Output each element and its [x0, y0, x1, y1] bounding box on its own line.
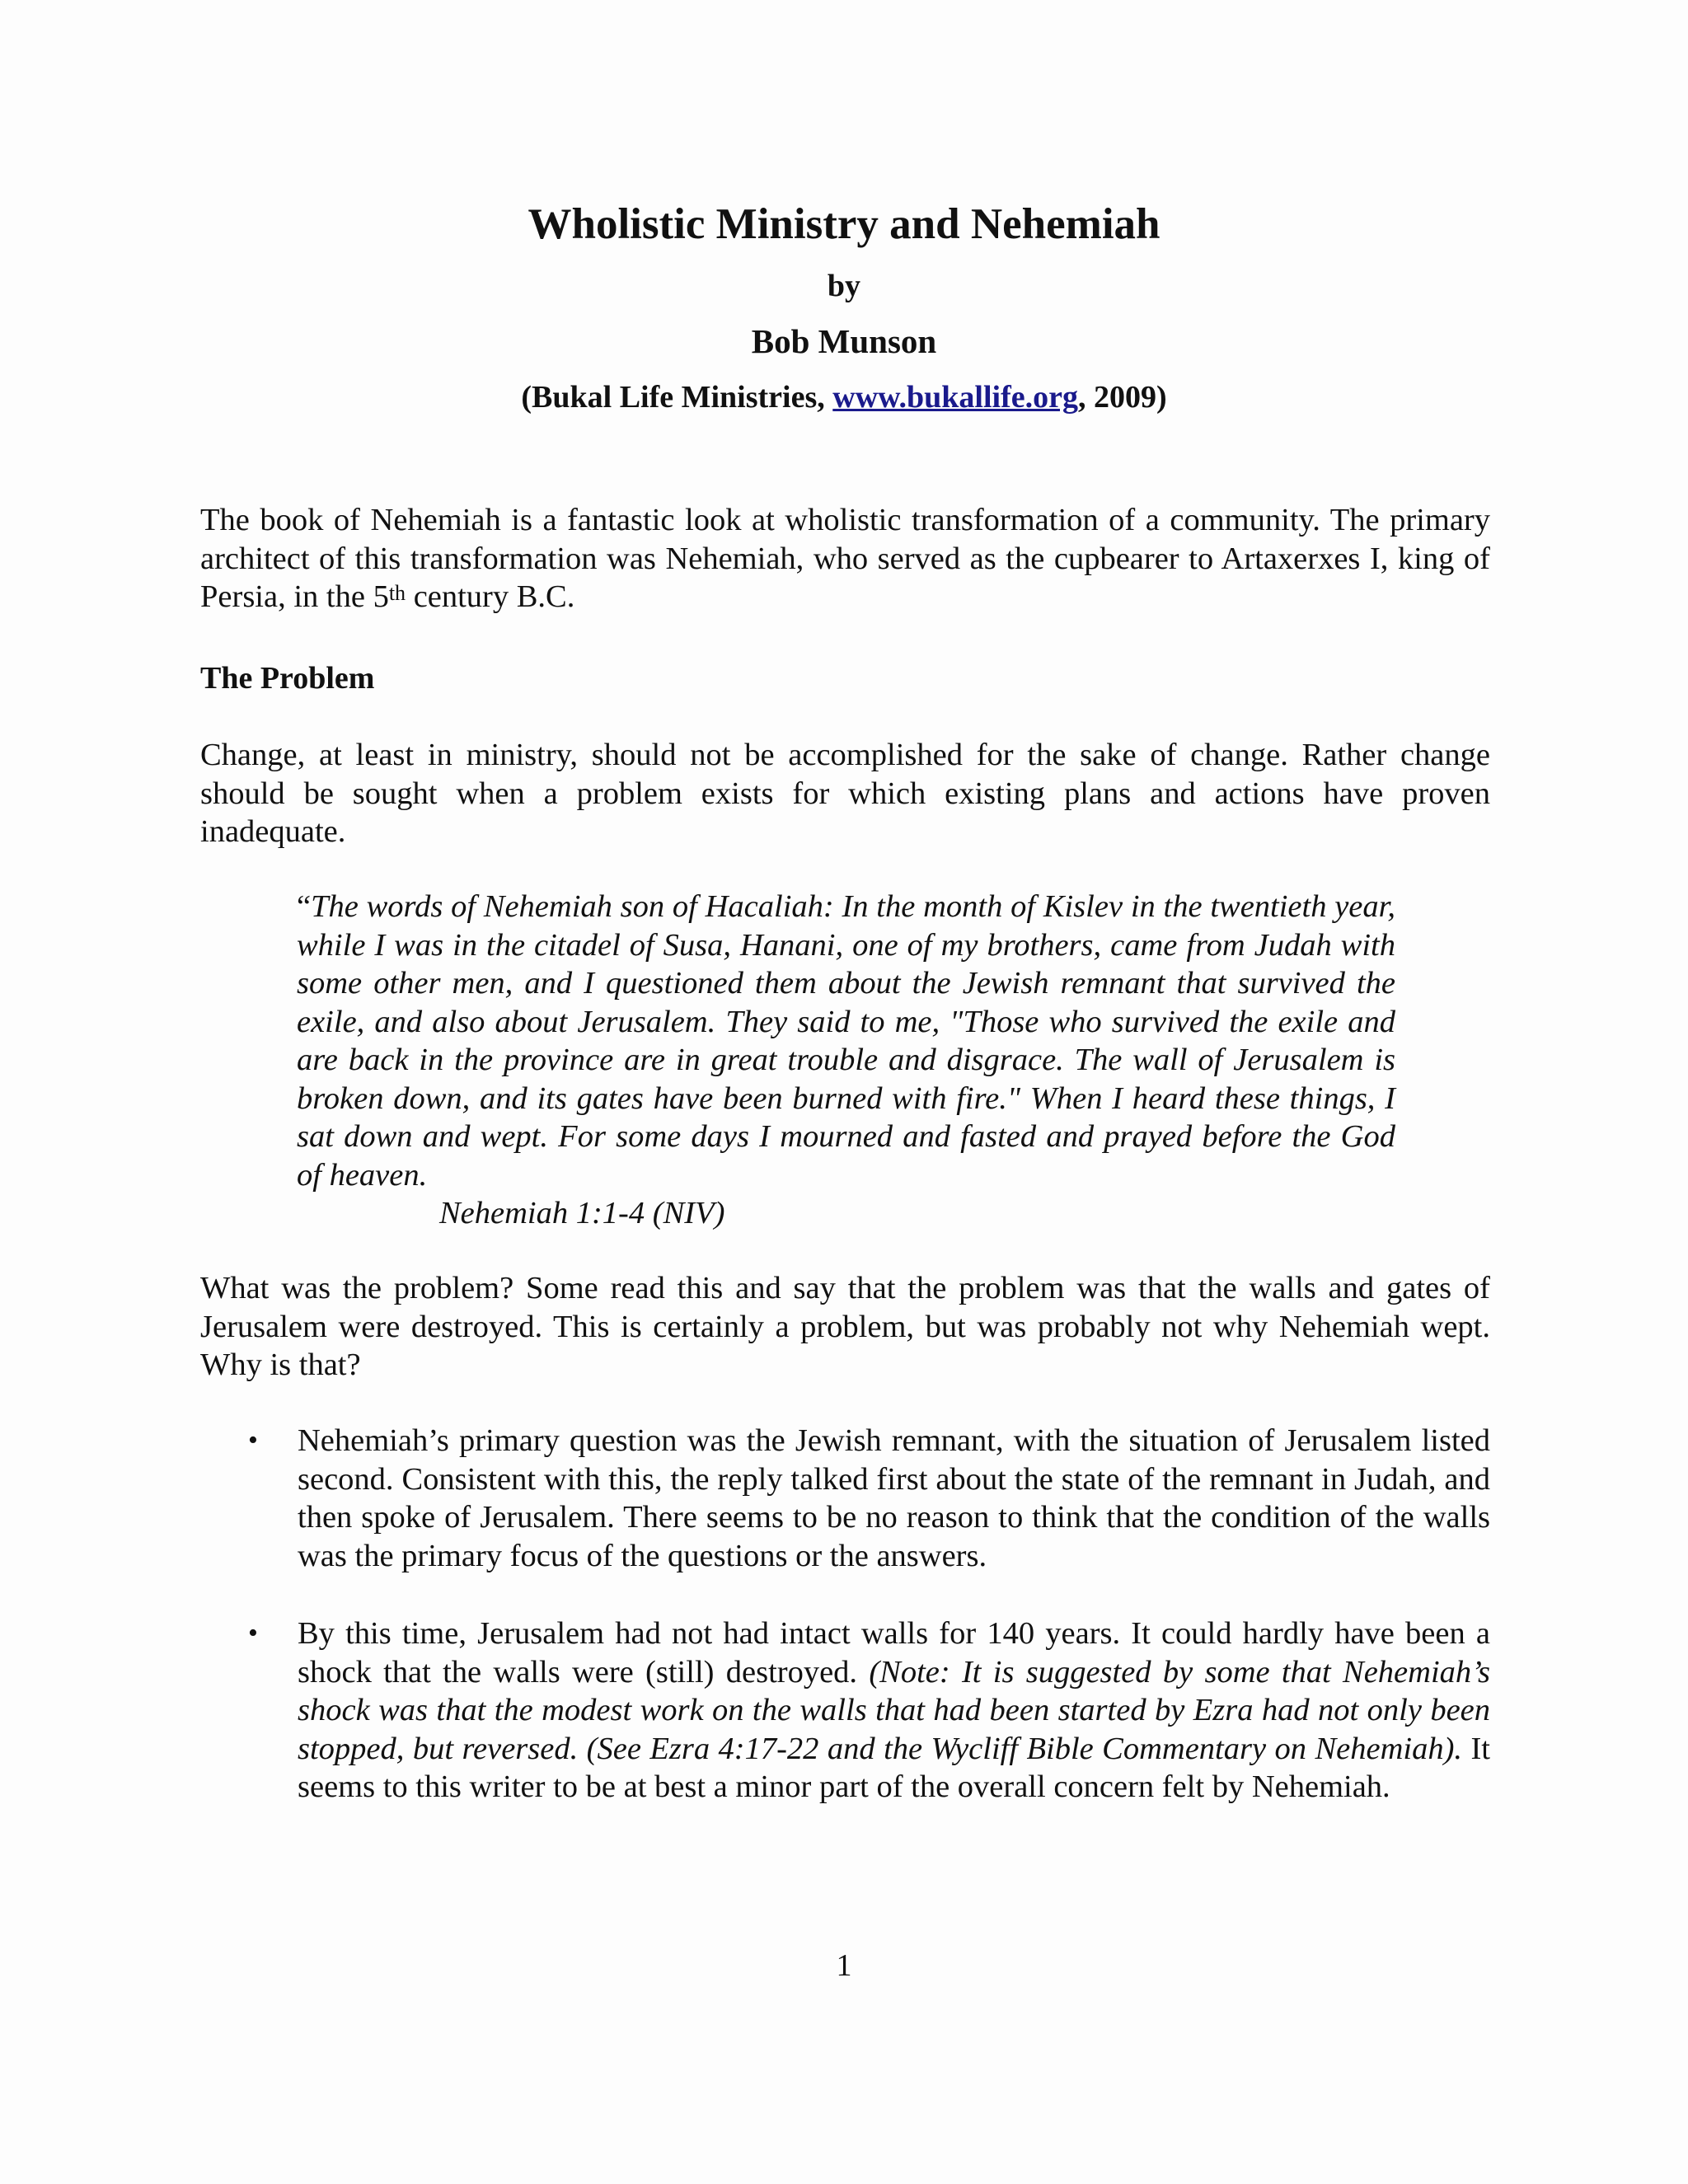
bullet-list-second	[200, 1615, 1490, 1807]
affiliation-line	[0, 377, 1688, 417]
bullet-text-end: It seems to this writer to be at best a minor part of the overall concern felt by Nehemiah.	[298, 1731, 1490, 1804]
intro-paragraph	[200, 501, 1490, 616]
bullet-marker: •	[248, 1425, 258, 1455]
author-name: Bob Munson	[751, 322, 937, 360]
page-number: 1	[836, 1948, 852, 1983]
bullet-text: By this time, Jerusalem had not had intact walls for 140 years. It could hardly have been a shock that the walls were (still) destroyed.	[298, 1616, 1490, 1690]
bullet-text: Nehemiah’s primary question was the Jewish remnant, with the situation of Jerusalem listed second. Consistent with this, the reply talked first about the state of the remnant in Judah, and then spoke of Jerusalem. There seems to be no reason to think that the condition of the walls was the primary focus of the questions or the answers.	[298, 1423, 1490, 1573]
bullet-marker: •	[248, 1618, 258, 1648]
byline-by: by	[827, 269, 861, 303]
analysis-paragraph: What was the problem? Some read this and say that the problem was that the walls and gates of Jerusalem were destroyed. This is certainly a problem, but was probably not why Nehemiah wept. Why is that?	[200, 1271, 1490, 1382]
affiliation-suffix: , 2009)	[1077, 380, 1167, 415]
scripture-quote	[297, 888, 1395, 1233]
intro-text-end: century B.C.	[406, 579, 575, 614]
problem-paragraph: Change, at least in ministry, should not be accomplished for the sake of change. Rather change should be sought when a problem exists for which existing plans and actions have proven inadequate.	[200, 738, 1490, 849]
bullet-note-italic: (Note: It is suggested by some that Nehemiah’s shock was that the modest work on the walls that had been started by Ezra had not only been stopped, but reversed. (See Ezra 4:17-22 and the Wycliff Bible Commentary on Nehemiah).	[298, 1654, 1490, 1766]
ordinal-superscript: th	[388, 581, 406, 605]
bullet-list-first	[200, 1422, 1490, 1575]
quote-open-mark: “	[297, 889, 312, 924]
affiliation-prefix: (Bukal Life Ministries,	[521, 380, 833, 415]
website-link[interactable]: www.bukallife.org	[832, 380, 1078, 415]
quote-text: The words of Nehemiah son of Hacaliah: In the month of Kislev in the twentieth year, while I was in the citadel of Susa, Hanani, one of my brothers, came from Judah with some other men, and I questioned them about the Jewish remnant that survived the exile, and also about Jerusalem. They said to me, "Those who survived the exile and are back in the province are in great trouble and disgrace. The wall of Jerusalem is broken down, and its gates have been burned with fire." When I heard these things, I sat down and wept. For some days I mourned and fasted and prayed before the God of heaven.	[297, 889, 1395, 1193]
intro-text: The book of Nehemiah is a fantastic look at wholistic transformation of a community. The primary architect of this transformation was Nehemiah, who served as the cupbearer to Artaxerxes I, king of Persia, in the 5	[200, 503, 1490, 614]
list-item	[200, 1615, 1490, 1807]
quote-reference: Nehemiah 1:1-4 (NIV)	[439, 1196, 725, 1230]
document-title: Wholistic Ministry and Nehemiah	[528, 200, 1160, 248]
section-heading: The Problem	[200, 661, 375, 696]
list-item	[200, 1422, 1490, 1575]
